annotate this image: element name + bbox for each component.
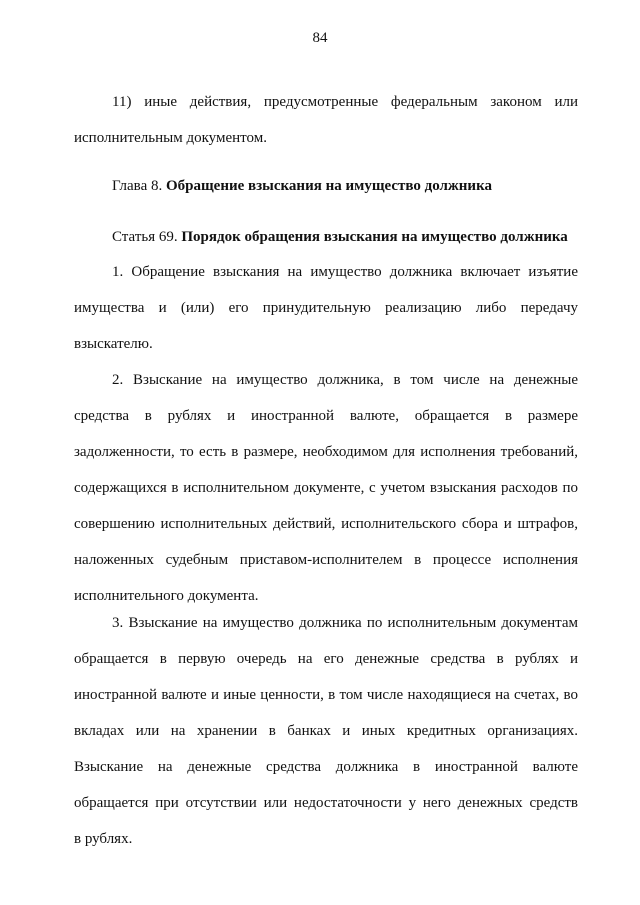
text-line: исполнительного документа. (74, 588, 259, 604)
text-line: средства в рублях и иностранной валюте, обращается в размере (74, 408, 578, 424)
text-line: 1. Обращение взыскания на имущество должника включает изъятие (112, 264, 578, 280)
text-line: Взыскание на денежные средства должника в иностранной валюте (74, 759, 578, 775)
text-line: 11) иные действия, предусмотренные федеральным законом или (112, 94, 578, 110)
text-line: 3. Взыскание на имущество должника по исполнительным документам (112, 615, 578, 631)
article-title: Порядок обращения взыскания на имущество должника (181, 229, 568, 245)
article-prefix: Статья 69. (112, 229, 178, 245)
text-line: исполнительным документом. (74, 130, 267, 146)
text-line: обращается при отсутствии или недостаточности у него денежных средств (74, 795, 578, 811)
text-line: содержащихся в исполнительном документе, с учетом взыскания расходов по (74, 480, 578, 496)
text-line: задолженности, то есть в размере, необходимом для исполнения требований, (74, 444, 578, 460)
text-line: иностранной валюте и иные ценности, в том числе находящиеся на счетах, во (74, 687, 578, 703)
text-line: вкладах или на хранении в банках и иных кредитных организациях. (74, 723, 578, 739)
text-line: наложенных судебным приставом-исполнителем в процессе исполнения (74, 552, 578, 568)
chapter-prefix: Глава 8. (112, 178, 163, 194)
page-number: 84 (312, 30, 328, 46)
text-line: 2. Взыскание на имущество должника, в том числе на денежные (112, 372, 578, 388)
text-line: совершению исполнительных действий, исполнительского сбора и штрафов, (74, 516, 578, 532)
chapter-title: Обращение взыскания на имущество должника (165, 178, 492, 194)
article-heading (112, 227, 568, 247)
text-line: обращается в первую очередь на его денежные средства в рублях и (74, 651, 578, 667)
text-line: в рублях. (74, 831, 133, 847)
text-line: имущества и (или) его принудительную реализацию либо передачу (74, 300, 578, 316)
text-line: взыскателю. (74, 336, 153, 352)
chapter-heading (112, 176, 492, 196)
